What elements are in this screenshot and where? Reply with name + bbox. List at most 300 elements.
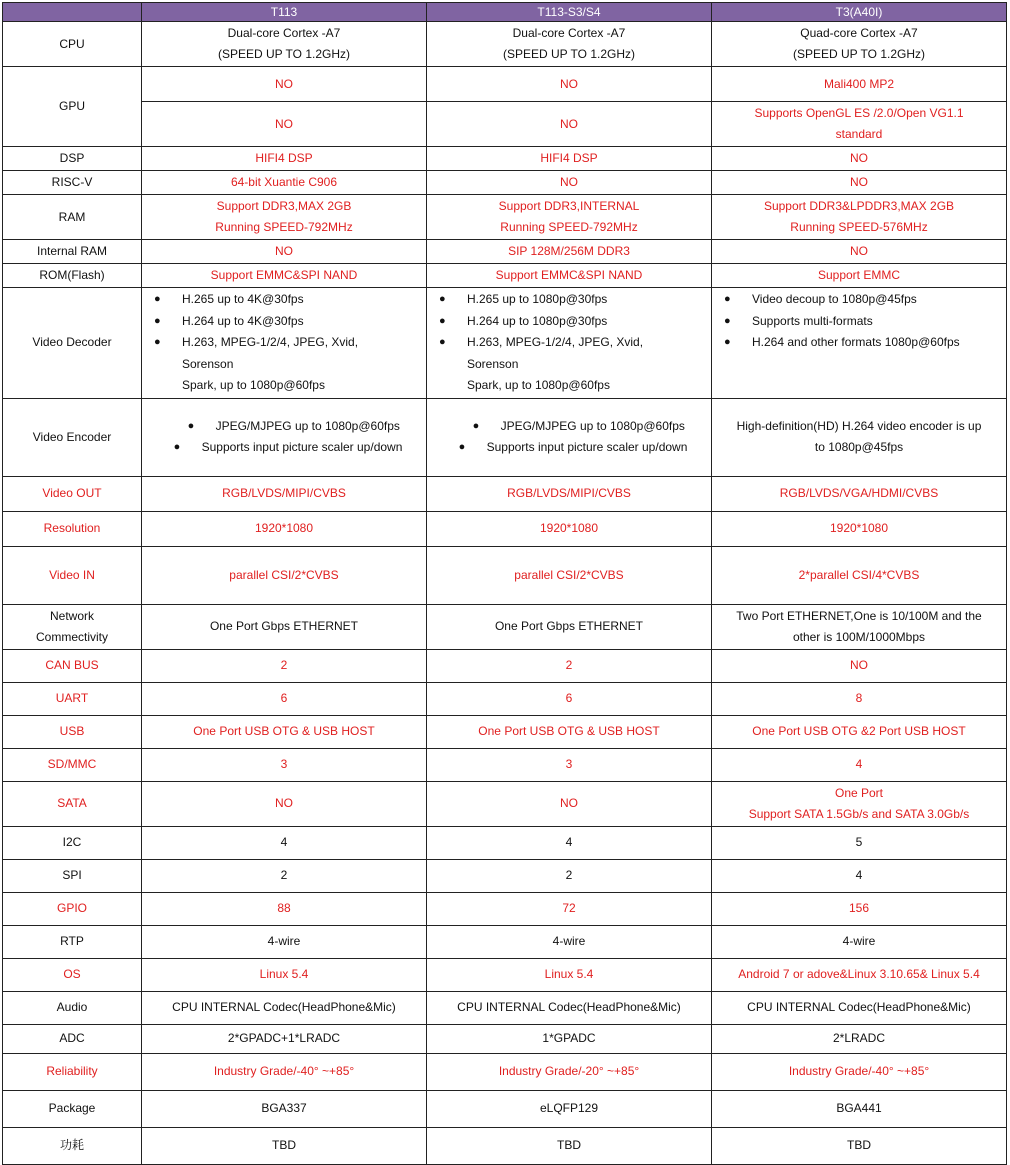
row-label-text: ADC bbox=[59, 1031, 85, 1045]
cell-text: NO bbox=[560, 175, 578, 189]
spec-cell bbox=[712, 171, 1007, 195]
cell-text: NO bbox=[850, 175, 868, 189]
spec-cell bbox=[712, 991, 1007, 1024]
row-label bbox=[3, 476, 142, 511]
row-label bbox=[3, 195, 142, 240]
cell-text: 4 bbox=[855, 757, 863, 771]
bullet-list bbox=[146, 289, 422, 397]
header-t3-a40i: T3(A40I) bbox=[712, 3, 1007, 22]
spec-cell bbox=[712, 1090, 1007, 1127]
spec-row-riscv bbox=[3, 171, 1007, 195]
bullet-text: ● Supports multi-formats bbox=[752, 313, 873, 328]
cell-text: 4 bbox=[280, 835, 288, 849]
spec-cell bbox=[427, 476, 712, 511]
spec-cell bbox=[142, 171, 427, 195]
spec-row-net bbox=[3, 604, 1007, 649]
spec-cell bbox=[142, 991, 427, 1024]
row-label bbox=[3, 288, 142, 399]
spec-cell bbox=[142, 748, 427, 781]
spec-cell bbox=[142, 682, 427, 715]
spec-cell bbox=[427, 102, 712, 147]
spec-cell bbox=[142, 958, 427, 991]
spec-cell bbox=[712, 1024, 1007, 1053]
spec-cell bbox=[712, 1053, 1007, 1090]
spec-cell bbox=[142, 102, 427, 147]
spec-table-body bbox=[3, 22, 1007, 1165]
spec-cell bbox=[427, 682, 712, 715]
cell-text: 1920*1080 bbox=[539, 521, 599, 535]
row-label-text: Network bbox=[49, 608, 94, 623]
spec-row-vin bbox=[3, 546, 1007, 604]
cell-text: Quad-core Cortex -A7 bbox=[800, 26, 918, 40]
spec-cell bbox=[142, 288, 427, 399]
spec-cell bbox=[712, 195, 1007, 240]
spec-row-cpu bbox=[3, 22, 1007, 67]
cell-text: Linux 5.4 bbox=[544, 967, 594, 981]
bullet-item bbox=[154, 289, 422, 311]
header-corner bbox=[3, 3, 142, 22]
cell-text: Support EMMC&SPI NAND bbox=[495, 268, 643, 282]
spec-cell bbox=[427, 748, 712, 781]
spec-cell bbox=[712, 67, 1007, 102]
cell-text: One Port USB OTG &2 Port USB HOST bbox=[752, 724, 966, 738]
row-label bbox=[3, 147, 142, 171]
cell-text: NO bbox=[275, 244, 293, 258]
spec-cell bbox=[427, 67, 712, 102]
cell-text: eLQFP129 bbox=[539, 1101, 599, 1115]
spec-cell bbox=[427, 511, 712, 546]
cell-text: TBD bbox=[557, 1138, 581, 1152]
cell-text: One Port Gbps ETHERNET bbox=[494, 619, 644, 633]
spec-cell bbox=[427, 22, 712, 67]
cell-text: 1*GPADC bbox=[542, 1031, 596, 1045]
spec-row-vout bbox=[3, 476, 1007, 511]
spec-cell bbox=[712, 398, 1007, 476]
spec-row-venc bbox=[3, 398, 1007, 476]
row-label-text: Video Decoder bbox=[32, 335, 112, 350]
spec-cell bbox=[712, 264, 1007, 288]
row-label-text: OS bbox=[63, 967, 81, 981]
row-label bbox=[3, 925, 142, 958]
spec-cell bbox=[427, 1127, 712, 1164]
cell-text: Two Port ETHERNET,One is 10/100M and the bbox=[736, 608, 982, 623]
cell-text: 4 bbox=[855, 868, 863, 882]
cell-text: Running SPEED-792MHz bbox=[500, 220, 638, 234]
spec-row-rom bbox=[3, 264, 1007, 288]
spec-row-audio bbox=[3, 991, 1007, 1024]
spec-cell bbox=[142, 1090, 427, 1127]
row-label-text: ROM(Flash) bbox=[39, 268, 105, 282]
bullet-text: ● H.265 up to 1080p@30fps bbox=[467, 292, 608, 306]
cell-text: High-definition(HD) H.264 video encoder is up bbox=[736, 419, 982, 433]
row-label-text: SD/MMC bbox=[47, 757, 97, 771]
cell-text: TBD bbox=[272, 1138, 296, 1152]
cell-text: 6 bbox=[565, 691, 573, 705]
cell-text: to 1080p@45fps bbox=[814, 440, 904, 454]
spec-row-vdec bbox=[3, 288, 1007, 399]
bullet-item bbox=[174, 437, 403, 459]
row-label-text: Video IN bbox=[49, 567, 95, 582]
bullet-text: Sorenson bbox=[467, 356, 519, 371]
spec-cell bbox=[142, 1053, 427, 1090]
cell-text: BGA441 bbox=[836, 1101, 882, 1115]
spec-cell bbox=[427, 288, 712, 399]
spec-cell bbox=[427, 715, 712, 748]
row-label-text: 功耗 bbox=[59, 1138, 84, 1152]
spec-cell bbox=[712, 958, 1007, 991]
bullet-text: ● Video decoup to 1080p@45fps bbox=[752, 292, 917, 306]
header-t113: T113 bbox=[142, 3, 427, 22]
cell-text: 72 bbox=[562, 901, 576, 915]
spec-cell bbox=[142, 22, 427, 67]
spec-row-res bbox=[3, 511, 1007, 546]
cell-text: Support EMMC&SPI NAND bbox=[210, 268, 358, 282]
row-label bbox=[3, 991, 142, 1024]
row-label bbox=[3, 748, 142, 781]
bullet-text: ● JPEG/MJPEG up to 1080p@60fps bbox=[215, 418, 400, 433]
cell-text: Support SATA 1.5Gb/s and SATA 3.0Gb/s bbox=[748, 806, 970, 821]
cell-text: One Port Gbps ETHERNET bbox=[209, 619, 359, 633]
spec-cell bbox=[427, 195, 712, 240]
cell-text: Dual-core Cortex -A7 bbox=[227, 26, 341, 40]
spec-cell bbox=[142, 1024, 427, 1053]
spec-cell bbox=[712, 102, 1007, 147]
row-label bbox=[3, 22, 142, 67]
bullet-item bbox=[439, 311, 707, 333]
row-label-text: UART bbox=[55, 691, 89, 705]
spec-row-pkg bbox=[3, 1090, 1007, 1127]
spec-row-sata bbox=[3, 781, 1007, 826]
spec-cell bbox=[712, 649, 1007, 682]
spec-cell bbox=[427, 398, 712, 476]
row-label-text: CPU bbox=[59, 36, 85, 51]
spec-cell bbox=[427, 171, 712, 195]
cell-text: One Port USB OTG & USB HOST bbox=[478, 724, 660, 738]
cell-text: NO bbox=[850, 244, 868, 258]
cell-text: HIFI4 DSP bbox=[255, 151, 313, 165]
cell-text: 2*parallel CSI/4*CVBS bbox=[798, 567, 920, 582]
bullet-text: ● Supports input picture scaler up/down bbox=[201, 440, 403, 454]
spec-cell bbox=[712, 781, 1007, 826]
row-label-text: GPIO bbox=[56, 901, 87, 915]
cell-text: 2*GPADC+1*LRADC bbox=[227, 1031, 341, 1045]
cell-text: 64-bit Xuantie C906 bbox=[230, 175, 338, 189]
spec-cell bbox=[712, 682, 1007, 715]
cell-text: CPU INTERNAL Codec(HeadPhone&Mic) bbox=[172, 1000, 396, 1014]
spec-cell bbox=[712, 546, 1007, 604]
bullet-item bbox=[724, 332, 1002, 354]
spec-cell bbox=[427, 958, 712, 991]
spec-cell bbox=[712, 925, 1007, 958]
cell-text: 88 bbox=[277, 901, 291, 915]
spec-cell bbox=[712, 147, 1007, 171]
spec-row-can bbox=[3, 649, 1007, 682]
cell-text: BGA337 bbox=[261, 1101, 307, 1115]
row-label-text: Video OUT bbox=[42, 486, 102, 500]
cell-text: NO bbox=[560, 796, 578, 810]
cell-text: CPU INTERNAL Codec(HeadPhone&Mic) bbox=[457, 1000, 681, 1014]
cell-text: HIFI4 DSP bbox=[540, 151, 598, 165]
spec-cell bbox=[427, 991, 712, 1024]
row-label-text: Audio bbox=[56, 1000, 88, 1014]
cell-text: One Port USB OTG & USB HOST bbox=[193, 724, 375, 738]
bullet-text: ● H.263, MPEG-1/2/4, JPEG, Xvid, bbox=[182, 335, 359, 349]
cell-text: 1920*1080 bbox=[254, 521, 314, 535]
cell-text: CPU INTERNAL Codec(HeadPhone&Mic) bbox=[747, 1000, 971, 1014]
spec-cell bbox=[712, 1127, 1007, 1164]
cell-text: Linux 5.4 bbox=[259, 967, 309, 981]
cell-text: 3 bbox=[565, 757, 573, 771]
bullet-item bbox=[459, 437, 688, 459]
bullet-item bbox=[188, 416, 403, 438]
spec-cell bbox=[712, 826, 1007, 859]
spec-cell bbox=[427, 892, 712, 925]
spec-row-sd bbox=[3, 748, 1007, 781]
row-label-text: RTP bbox=[60, 934, 84, 948]
row-label-text: DSP bbox=[59, 151, 85, 165]
spec-row-os bbox=[3, 958, 1007, 991]
row-label bbox=[3, 398, 142, 476]
cell-text: 1920*1080 bbox=[829, 521, 889, 535]
bullet-text: ● JPEG/MJPEG up to 1080p@60fps bbox=[500, 418, 685, 433]
row-label bbox=[3, 715, 142, 748]
cell-text: Industry Grade/-40° ~+85° bbox=[788, 1064, 930, 1078]
bullet-list bbox=[431, 289, 707, 397]
cell-text: NO bbox=[850, 658, 868, 672]
bullet-list bbox=[451, 416, 688, 459]
spec-cell bbox=[712, 604, 1007, 649]
cell-text: 4-wire bbox=[842, 934, 876, 948]
row-label-text: SATA bbox=[57, 796, 87, 810]
row-label-text: RISC-V bbox=[51, 175, 93, 189]
cell-text: 8 bbox=[855, 691, 863, 705]
spec-row-dsp bbox=[3, 147, 1007, 171]
row-label-text: Internal RAM bbox=[36, 244, 108, 258]
spec-cell bbox=[142, 264, 427, 288]
cell-text: standard bbox=[835, 127, 883, 141]
row-label-text: CAN BUS bbox=[45, 658, 99, 672]
spec-cell bbox=[712, 240, 1007, 264]
row-label bbox=[3, 892, 142, 925]
bullet-text: Sorenson bbox=[182, 356, 234, 371]
cell-text: Supports OpenGL ES /2.0/Open VG1.1 bbox=[754, 106, 964, 120]
spec-row-iram bbox=[3, 240, 1007, 264]
row-label-text: Video Encoder bbox=[32, 429, 112, 444]
spec-row-gpu2 bbox=[3, 102, 1007, 147]
cell-text: Running SPEED-576MHz bbox=[790, 220, 928, 234]
spec-cell bbox=[712, 715, 1007, 748]
cell-text: Industry Grade/-20° ~+85° bbox=[498, 1064, 640, 1078]
spec-cell bbox=[427, 1090, 712, 1127]
spec-cell bbox=[142, 398, 427, 476]
spec-cell bbox=[712, 288, 1007, 399]
cell-text: Mali400 MP2 bbox=[823, 76, 895, 91]
spec-cell bbox=[427, 781, 712, 826]
spec-cell bbox=[427, 859, 712, 892]
bullet-list bbox=[716, 289, 1002, 354]
spec-cell bbox=[427, 147, 712, 171]
row-label bbox=[3, 682, 142, 715]
cell-text: 2 bbox=[280, 868, 288, 882]
spec-cell bbox=[142, 925, 427, 958]
row-label bbox=[3, 781, 142, 826]
spec-cell bbox=[142, 1127, 427, 1164]
cell-text: 5 bbox=[855, 835, 863, 849]
spec-cell bbox=[142, 781, 427, 826]
spec-row-spi bbox=[3, 859, 1007, 892]
spec-cell bbox=[142, 240, 427, 264]
bullet-text: ● H.263, MPEG-1/2/4, JPEG, Xvid, bbox=[467, 335, 644, 349]
row-label-text: RAM bbox=[58, 209, 86, 224]
spec-cell bbox=[712, 22, 1007, 67]
spec-comparison-table bbox=[2, 2, 1007, 1165]
row-label bbox=[3, 1024, 142, 1053]
row-label-text: Commectivity bbox=[35, 629, 108, 644]
row-label-text: Resolution bbox=[43, 521, 101, 535]
spec-cell bbox=[712, 892, 1007, 925]
spec-row-rel bbox=[3, 1053, 1007, 1090]
cell-text: NO bbox=[560, 76, 578, 91]
spec-row-uart bbox=[3, 682, 1007, 715]
cell-text: 2*LRADC bbox=[832, 1031, 886, 1045]
spec-cell bbox=[142, 826, 427, 859]
cell-text: 2 bbox=[565, 868, 573, 882]
cell-text: SIP 128M/256M DDR3 bbox=[508, 244, 630, 258]
spec-row-power bbox=[3, 1127, 1007, 1164]
bullet-item bbox=[154, 311, 422, 333]
cell-text: 4-wire bbox=[552, 934, 586, 948]
cell-text: 4-wire bbox=[267, 934, 301, 948]
row-label-text: Package bbox=[48, 1101, 96, 1115]
spec-cell bbox=[142, 546, 427, 604]
header-t113-s3-s4: T113-S3/S4 bbox=[427, 3, 712, 22]
spec-cell bbox=[142, 195, 427, 240]
row-label bbox=[3, 604, 142, 649]
row-label bbox=[3, 649, 142, 682]
bullet-text: ● H.265 up to 4K@30fps bbox=[182, 292, 304, 306]
row-label bbox=[3, 859, 142, 892]
bullet-list bbox=[166, 416, 403, 459]
cell-text: RGB/LVDS/VGA/HDMI/CVBS bbox=[779, 486, 939, 500]
cell-text: NO bbox=[850, 151, 868, 165]
row-label-text: Reliability bbox=[46, 1064, 98, 1078]
cell-text: 3 bbox=[280, 757, 288, 771]
row-label-text: SPI bbox=[62, 868, 82, 882]
row-label bbox=[3, 1127, 142, 1164]
spec-cell bbox=[142, 511, 427, 546]
bullet-item bbox=[724, 311, 1002, 333]
spec-cell bbox=[427, 925, 712, 958]
bullet-text: ● H.264 and other formats 1080p@60fps bbox=[752, 335, 960, 349]
spec-cell bbox=[427, 546, 712, 604]
spec-cell bbox=[712, 511, 1007, 546]
row-label-text: USB bbox=[59, 724, 85, 738]
spec-row-ram bbox=[3, 195, 1007, 240]
spec-row-rtp bbox=[3, 925, 1007, 958]
cell-text: 2 bbox=[565, 658, 573, 672]
cell-text: Industry Grade/-40° ~+85° bbox=[213, 1064, 355, 1078]
cell-text: Running SPEED-792MHz bbox=[215, 220, 353, 234]
cell-text: NO bbox=[275, 76, 293, 91]
bullet-text: ● Supports input picture scaler up/down bbox=[486, 440, 688, 454]
spec-cell bbox=[142, 147, 427, 171]
row-label bbox=[3, 240, 142, 264]
bullet-text: Spark, up to 1080p@60fps bbox=[467, 378, 610, 392]
cell-text: Dual-core Cortex -A7 bbox=[512, 26, 626, 40]
row-label bbox=[3, 264, 142, 288]
bullet-item bbox=[473, 416, 688, 438]
row-label bbox=[3, 826, 142, 859]
cell-text: 4 bbox=[565, 835, 573, 849]
cell-text: NO bbox=[275, 116, 293, 131]
bullet-text: ● H.264 up to 4K@30fps bbox=[182, 313, 304, 328]
spec-cell bbox=[142, 892, 427, 925]
spec-row-usb bbox=[3, 715, 1007, 748]
cell-text: parallel CSI/2*CVBS bbox=[514, 567, 624, 582]
row-label bbox=[3, 1090, 142, 1127]
cell-text: (SPEED UP TO 1.2GHz) bbox=[502, 47, 636, 61]
spec-cell bbox=[427, 264, 712, 288]
spec-cell bbox=[712, 859, 1007, 892]
spec-cell bbox=[142, 67, 427, 102]
row-label-text: GPU bbox=[58, 99, 85, 113]
spec-cell bbox=[142, 476, 427, 511]
cell-text: (SPEED UP TO 1.2GHz) bbox=[217, 47, 351, 61]
cell-text: One Port bbox=[834, 785, 884, 800]
spec-row-i2c bbox=[3, 826, 1007, 859]
cell-text: RGB/LVDS/MIPI/CVBS bbox=[507, 486, 631, 500]
bullet-text: Spark, up to 1080p@60fps bbox=[182, 378, 325, 392]
spec-cell bbox=[427, 604, 712, 649]
cell-text: 156 bbox=[848, 901, 870, 915]
spec-row-gpu1 bbox=[3, 67, 1007, 102]
cell-text: (SPEED UP TO 1.2GHz) bbox=[792, 47, 926, 61]
spec-cell bbox=[427, 240, 712, 264]
cell-text: Support DDR3,INTERNAL bbox=[498, 199, 640, 213]
cell-text: 6 bbox=[280, 691, 288, 705]
spec-cell bbox=[427, 649, 712, 682]
cell-text: NO bbox=[275, 796, 293, 810]
spec-cell bbox=[427, 826, 712, 859]
spec-cell bbox=[427, 1024, 712, 1053]
spec-cell bbox=[142, 715, 427, 748]
cell-text: Support EMMC bbox=[817, 268, 901, 282]
bullet-item bbox=[439, 332, 707, 397]
row-label bbox=[3, 546, 142, 604]
cell-text: other is 100M/1000Mbps bbox=[792, 629, 926, 644]
row-label bbox=[3, 958, 142, 991]
cell-text: NO bbox=[560, 116, 578, 131]
bullet-item bbox=[154, 332, 422, 397]
row-label bbox=[3, 67, 142, 147]
row-label-text: I2C bbox=[62, 835, 82, 849]
spec-cell bbox=[712, 748, 1007, 781]
cell-text: TBD bbox=[847, 1138, 871, 1152]
spec-cell bbox=[142, 859, 427, 892]
spec-cell bbox=[142, 649, 427, 682]
cell-text: 2 bbox=[280, 658, 288, 672]
row-label bbox=[3, 511, 142, 546]
row-label bbox=[3, 171, 142, 195]
bullet-text: ● H.264 up to 1080p@30fps bbox=[467, 313, 608, 328]
cell-text: RGB/LVDS/MIPI/CVBS bbox=[222, 486, 346, 500]
spec-row-gpio bbox=[3, 892, 1007, 925]
bullet-item bbox=[724, 289, 1002, 311]
cell-text: parallel CSI/2*CVBS bbox=[229, 567, 339, 582]
spec-cell bbox=[712, 476, 1007, 511]
header-row bbox=[3, 3, 1007, 22]
cell-text: Support DDR3&LPDDR3,MAX 2GB bbox=[763, 199, 955, 213]
